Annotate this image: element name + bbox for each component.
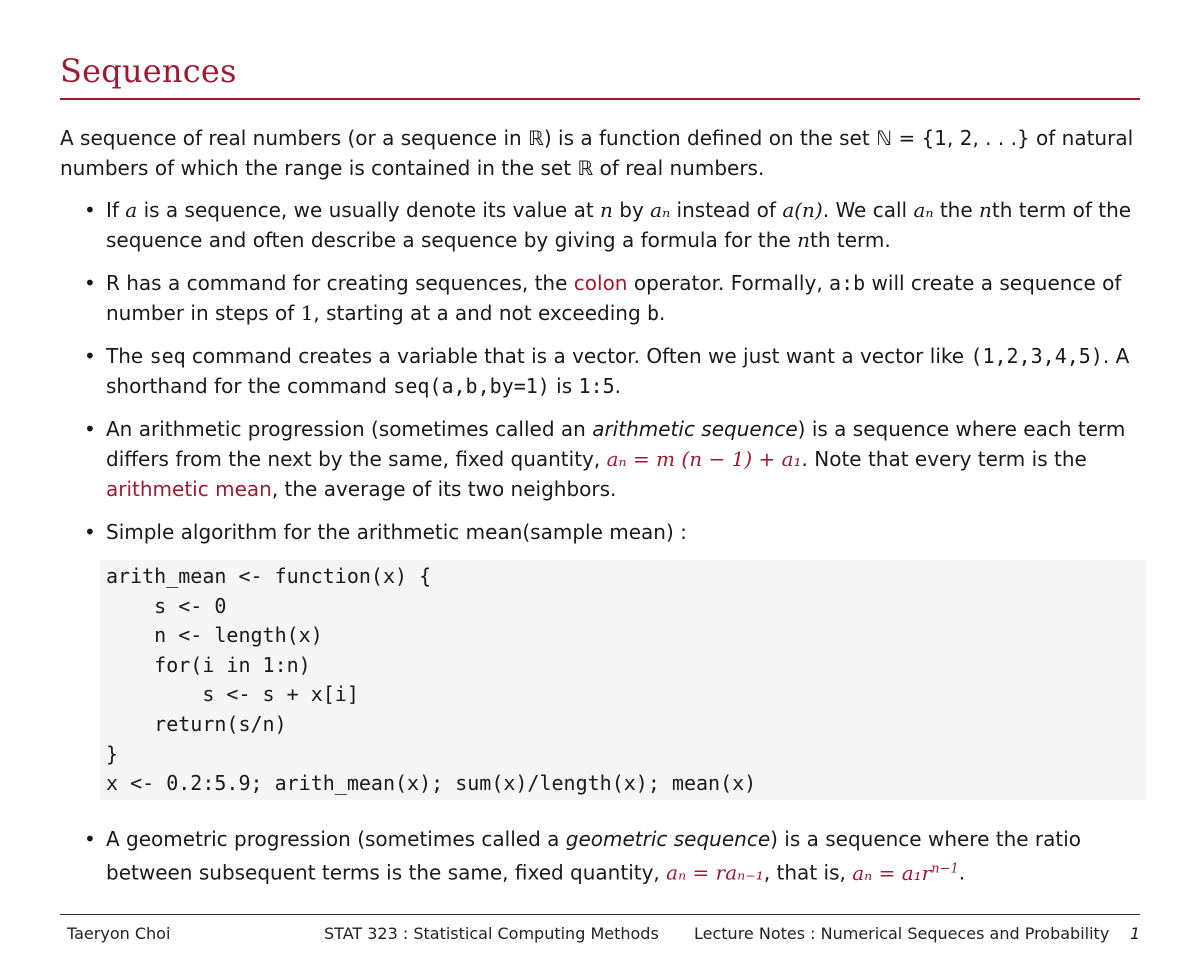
code-block: arith_mean <- function(x) { s <- 0 n <- length(x) for(i in 1:n) s <- s + x[i] return(s/n) } x <- 0.2:5.9; arith_mean(x); sum(x)/length(x); mean(x) (100, 560, 1146, 800)
footer-notes: Lecture Notes : Numerical Sequeces and Probability (694, 924, 1110, 943)
footer-page-number: 1 (1130, 924, 1141, 943)
bullet-colon-operator: • R has a command for creating sequences, the colon operator. Formally, a:b will create a sequence of number in steps of 1, starting at a and not exceeding b. (82, 268, 1140, 328)
arithmetic-formula: aₙ = m (n − 1) + a₁ (606, 447, 802, 471)
geometric-formula-1: aₙ = raₙ₋₁ (666, 860, 764, 885)
footer-rule (60, 914, 1140, 915)
bullet-list-2 (82, 824, 1140, 888)
bullet-list (82, 195, 1140, 547)
bullet-seq-command: • The seq command creates a variable that is a vector. Often we just want a vector like (1,2,3,4,5). A shorthand for the command seq(a,b,by=1) is 1:5. (82, 341, 1140, 401)
bullet-arithmetic-progression: • An arithmetic progression (sometimes called an arithmetic sequence) is a sequence where each term differs from the next by the same, fixed quantity, aₙ = m (n − 1) + a₁. Note that every term is the arithmetic mean, the average of its two neighbors. (82, 414, 1140, 504)
slide-title: Sequences (60, 52, 237, 90)
colon-link[interactable]: colon (573, 271, 628, 295)
bullet-geometric-progression: • A geometric progression (sometimes called a geometric sequence) is a sequence where the ratio between subsequent terms is the same, fixed quantity, aₙ = raₙ₋₁, that is, $a_n = a_1r^{n-1}$. (82, 824, 1140, 888)
intro-paragraph: A sequence of real numbers (or a sequence in ℝ) is a function defined on the set ℕ = {1, 2, . . .} of natural numbers of which the range is contained in the set ℝ of real numbers. (60, 126, 1134, 180)
bullet-sequence-notation: • If a is a sequence, we usually denote its value at n by aₙ instead of a(n). We call aₙ the nth term of the sequence and often describe a sequence by giving a formula for the nth term. (82, 195, 1140, 255)
geometric-formula-2: $a_n = a_1r^{n-1}$ (852, 860, 959, 885)
arithmetic-mean-link[interactable]: arithmetic mean (106, 477, 272, 501)
bullet-algorithm: • Simple algorithm for the arithmetic mean(sample mean) : (82, 517, 1140, 547)
footer-author: Taeryon Choi (67, 924, 171, 943)
title-rule (60, 98, 1140, 100)
footer-course: STAT 323 : Statistical Computing Methods (324, 924, 659, 943)
